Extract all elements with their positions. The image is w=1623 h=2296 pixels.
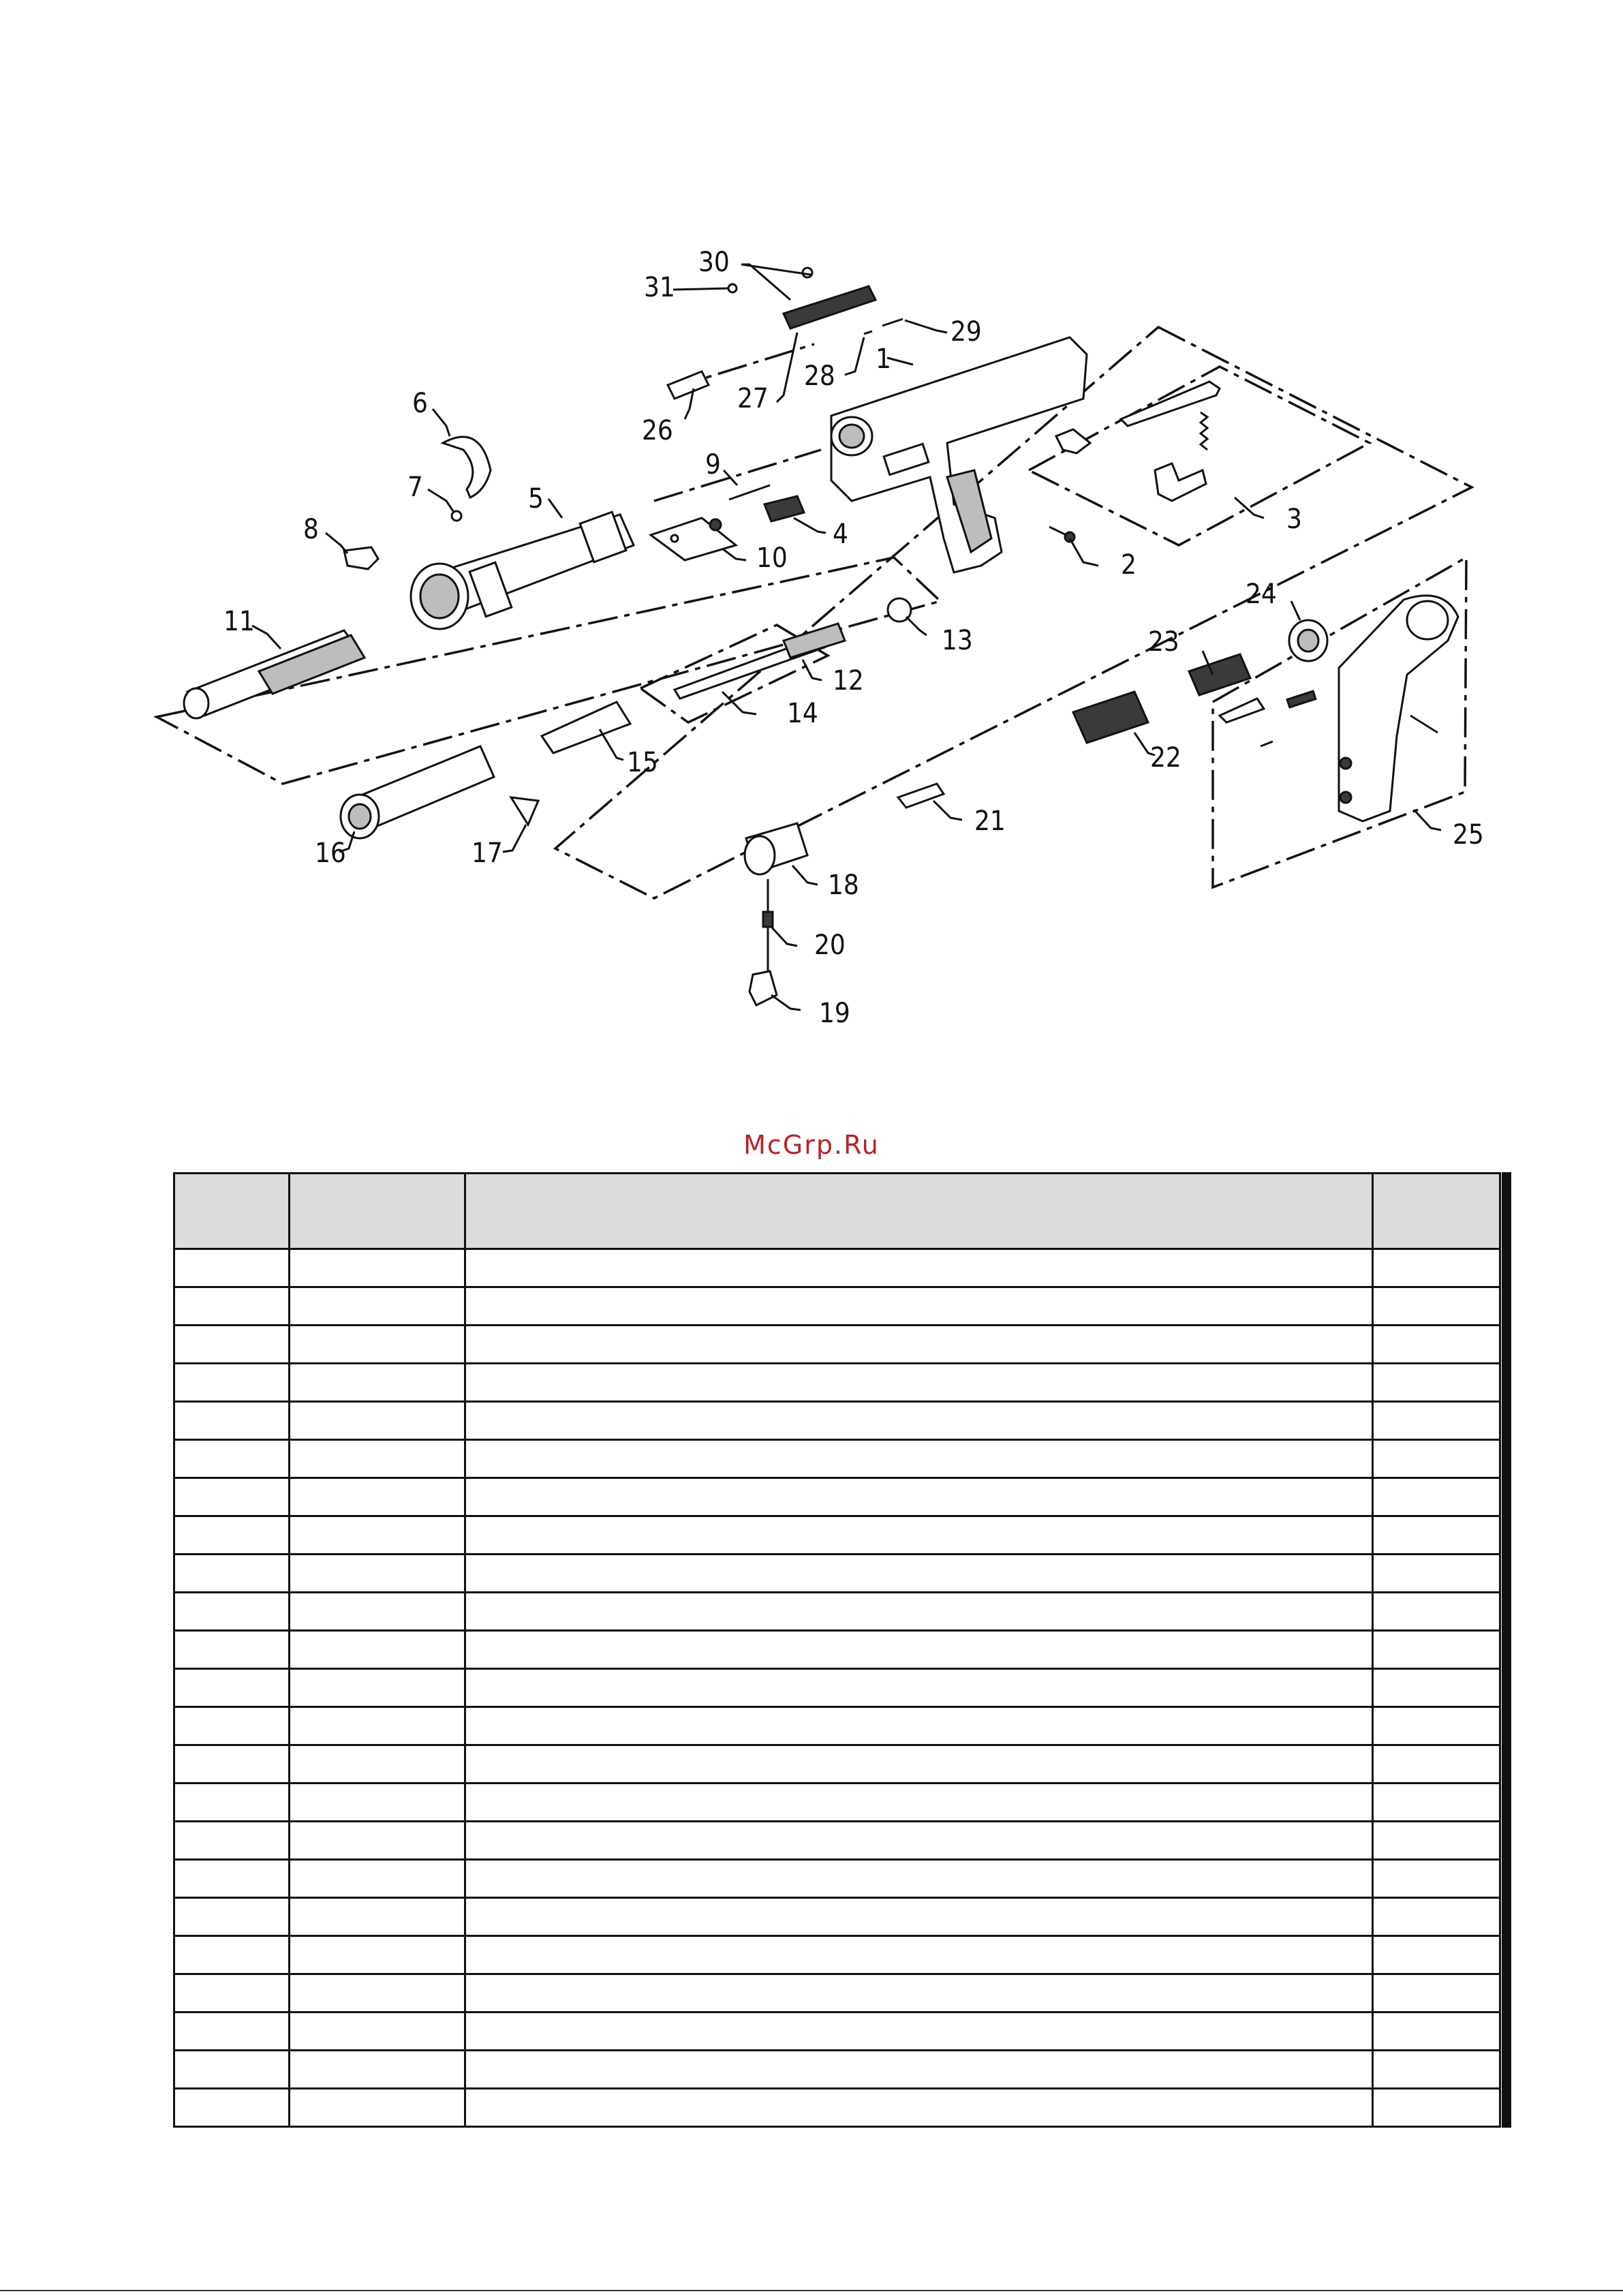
header-cell-description <box>465 1174 1373 1249</box>
table-cell <box>174 1287 290 1326</box>
table-cell <box>1373 1326 1500 1364</box>
table-cell <box>290 2012 465 2051</box>
table-cell <box>174 1593 290 1631</box>
table-cell <box>1373 1402 1500 1440</box>
table-cell <box>465 1860 1373 1898</box>
table-cell <box>465 1516 1373 1555</box>
part-16-nosepiece <box>341 746 494 838</box>
table-row <box>174 1516 1500 1555</box>
table-cell <box>290 1364 465 1402</box>
table-cell <box>1373 1440 1500 1478</box>
callout-8: 8 <box>303 514 319 545</box>
table-row <box>174 1784 1500 1822</box>
table-cell <box>174 1745 290 1784</box>
table-cell <box>465 2089 1373 2127</box>
callout-12: 12 <box>833 665 864 697</box>
part-23-spring <box>1189 654 1250 695</box>
table-cell <box>290 1898 465 1936</box>
table-row <box>174 1249 1500 1287</box>
table-row <box>174 2012 1500 2051</box>
callout-26: 26 <box>642 415 673 446</box>
table-cell <box>174 1478 290 1516</box>
table-cell <box>174 1822 290 1860</box>
table-cell <box>174 2089 290 2127</box>
table-cell <box>465 1593 1373 1631</box>
table-cell <box>1373 1555 1500 1593</box>
table-cell <box>465 1631 1373 1669</box>
table-cell <box>1373 1631 1500 1669</box>
table-cell <box>290 1669 465 1707</box>
table-row <box>174 1631 1500 1669</box>
callout-5: 5 <box>528 483 544 515</box>
table-cell <box>174 1898 290 1936</box>
table-cell <box>290 1860 465 1898</box>
table-cell <box>174 1631 290 1669</box>
table-cell <box>290 1555 465 1593</box>
table-row <box>174 1974 1500 2012</box>
callout-21: 21 <box>974 806 1006 837</box>
watermark: McGrp.Ru <box>743 1130 880 1160</box>
table-row <box>174 1555 1500 1593</box>
callout-10: 10 <box>756 542 788 574</box>
part-1-housing <box>831 337 1087 572</box>
callout-3: 3 <box>1286 504 1302 535</box>
part-31-screw <box>728 284 737 292</box>
table-cell <box>290 1936 465 1974</box>
table-right-rule <box>1502 1172 1511 2128</box>
table-cell <box>1373 1784 1500 1822</box>
table-cell <box>1373 1364 1500 1402</box>
table-cell <box>290 1440 465 1478</box>
part-6-clip <box>443 437 491 498</box>
table-cell <box>465 1364 1373 1402</box>
table-row <box>174 2051 1500 2089</box>
header-cell-qty <box>1373 1174 1500 1249</box>
table-cell <box>1373 2012 1500 2051</box>
table-cell <box>1373 1669 1500 1707</box>
table-cell <box>1373 1860 1500 1898</box>
table-cell <box>290 1631 465 1669</box>
table-cell <box>290 2089 465 2127</box>
table-cell <box>1373 1287 1500 1326</box>
callout-30: 30 <box>698 247 730 278</box>
table-row <box>174 1364 1500 1402</box>
table-cell <box>1373 1936 1500 1974</box>
table-cell <box>1373 1516 1500 1555</box>
table-cell <box>465 1249 1373 1287</box>
table-row <box>174 1669 1500 1707</box>
part-27-cover-plate <box>784 286 876 328</box>
callout-4: 4 <box>833 519 848 550</box>
table-cell <box>465 1440 1373 1478</box>
table-cell <box>174 1440 290 1478</box>
table-cell <box>290 1478 465 1516</box>
part-5-barrel <box>411 512 634 629</box>
table-row <box>174 1402 1500 1440</box>
table-row <box>174 1326 1500 1364</box>
table-cell <box>290 1745 465 1784</box>
table-cell <box>290 1402 465 1440</box>
table-cell <box>465 1402 1373 1440</box>
table-cell <box>465 1745 1373 1784</box>
callout-25: 25 <box>1453 819 1484 851</box>
table-cell <box>174 1326 290 1364</box>
table-cell <box>1373 2089 1500 2127</box>
callout-24: 24 <box>1246 579 1277 610</box>
part-20-setscrew <box>763 912 773 927</box>
table-cell <box>465 1555 1373 1593</box>
table-cell <box>1373 1593 1500 1631</box>
table-row <box>174 1745 1500 1784</box>
part-8-latch <box>344 547 378 569</box>
callout-20: 20 <box>814 930 846 961</box>
table-cell <box>290 1516 465 1555</box>
callout-29: 29 <box>950 316 982 348</box>
table-cell <box>174 1516 290 1555</box>
callout-31: 31 <box>644 272 675 303</box>
table-row <box>174 1898 1500 1936</box>
table-cell <box>1373 1898 1500 1936</box>
part-19-nut <box>749 971 777 1005</box>
callout-13: 13 <box>942 625 973 656</box>
table-cell <box>465 1784 1373 1822</box>
callout-6: 6 <box>412 388 428 419</box>
table-cell <box>465 1478 1373 1516</box>
table-cell <box>465 1898 1373 1936</box>
callout-11: 11 <box>223 606 255 637</box>
part-24-cap <box>1289 620 1327 661</box>
part-4-spring <box>764 496 804 521</box>
table-cell <box>465 1822 1373 1860</box>
table-cell <box>290 1784 465 1822</box>
part-7-ball <box>452 511 461 521</box>
table-cell <box>290 1249 465 1287</box>
table-cell <box>174 1974 290 2012</box>
table-cell <box>174 1555 290 1593</box>
table-cell <box>174 1784 290 1822</box>
callout-7: 7 <box>407 472 423 503</box>
table-cell <box>1373 1249 1500 1287</box>
table-cell <box>465 1936 1373 1974</box>
table-row <box>174 1593 1500 1631</box>
callout-18: 18 <box>828 870 859 901</box>
table-row <box>174 1440 1500 1478</box>
callout-27: 27 <box>737 383 769 414</box>
part-25-grip <box>1220 596 1458 821</box>
table-cell <box>465 2051 1373 2089</box>
table-cell <box>174 1860 290 1898</box>
axis-line-mid <box>654 450 821 501</box>
table-row <box>174 1287 1500 1326</box>
callout-9: 9 <box>705 449 721 480</box>
table-cell <box>290 2051 465 2089</box>
table-cell <box>1373 1745 1500 1784</box>
table-row <box>174 2089 1500 2127</box>
part-26-screw-assembly <box>668 371 709 399</box>
exploded-parts-diagram <box>0 0 1623 1063</box>
part-17-shim <box>511 797 538 825</box>
part-29-pin <box>882 319 903 326</box>
callout-19: 19 <box>819 998 850 1029</box>
table-cell <box>465 1707 1373 1745</box>
table-cell <box>290 1326 465 1364</box>
callout-17: 17 <box>472 838 503 869</box>
table-header-row <box>174 1174 1500 1249</box>
table-row <box>174 1478 1500 1516</box>
table-row <box>174 1936 1500 1974</box>
table-cell <box>174 2012 290 2051</box>
table-cell <box>290 1287 465 1326</box>
table-cell <box>465 2012 1373 2051</box>
table-cell <box>290 1593 465 1631</box>
header-cell-part-number <box>290 1174 465 1249</box>
part-15-sleeve <box>542 702 630 753</box>
part-11-nose <box>184 630 365 718</box>
table-cell <box>1373 2051 1500 2089</box>
table-cell <box>465 1974 1373 2012</box>
table-cell <box>1373 1707 1500 1745</box>
callout-23: 23 <box>1148 626 1179 658</box>
table-cell <box>174 1364 290 1402</box>
part-30-screw <box>803 268 812 277</box>
part-18-bushing <box>745 823 807 874</box>
table-cell <box>1373 1478 1500 1516</box>
page-bottom-rule <box>0 2290 1623 2291</box>
callout-15: 15 <box>627 747 658 778</box>
table-row <box>174 1860 1500 1898</box>
part-28-pin <box>864 331 872 334</box>
parts-table <box>173 1172 1501 2128</box>
table-cell <box>174 1249 290 1287</box>
part-10-plate <box>651 518 736 560</box>
callout-14: 14 <box>787 698 818 729</box>
callout-22: 22 <box>1150 742 1181 774</box>
callout-28: 28 <box>804 361 835 392</box>
callout-1: 1 <box>876 343 891 375</box>
header-cell-no <box>174 1174 290 1249</box>
table-cell <box>465 1326 1373 1364</box>
table-cell <box>290 1822 465 1860</box>
callout-16: 16 <box>315 838 346 869</box>
table-cell <box>290 1974 465 2012</box>
table-row <box>174 1822 1500 1860</box>
table-cell <box>290 1707 465 1745</box>
table-body <box>174 1249 1500 2127</box>
table-cell <box>174 1669 290 1707</box>
table-row <box>174 1707 1500 1745</box>
table-cell <box>174 1707 290 1745</box>
table-cell <box>465 1669 1373 1707</box>
table-cell <box>174 1402 290 1440</box>
table-cell <box>465 1287 1373 1326</box>
callout-2: 2 <box>1121 549 1137 581</box>
part-9-pin <box>729 485 770 500</box>
table-cell <box>1373 1974 1500 2012</box>
table-cell <box>174 2051 290 2089</box>
table-cell <box>174 1936 290 1974</box>
table-cell <box>1373 1822 1500 1860</box>
